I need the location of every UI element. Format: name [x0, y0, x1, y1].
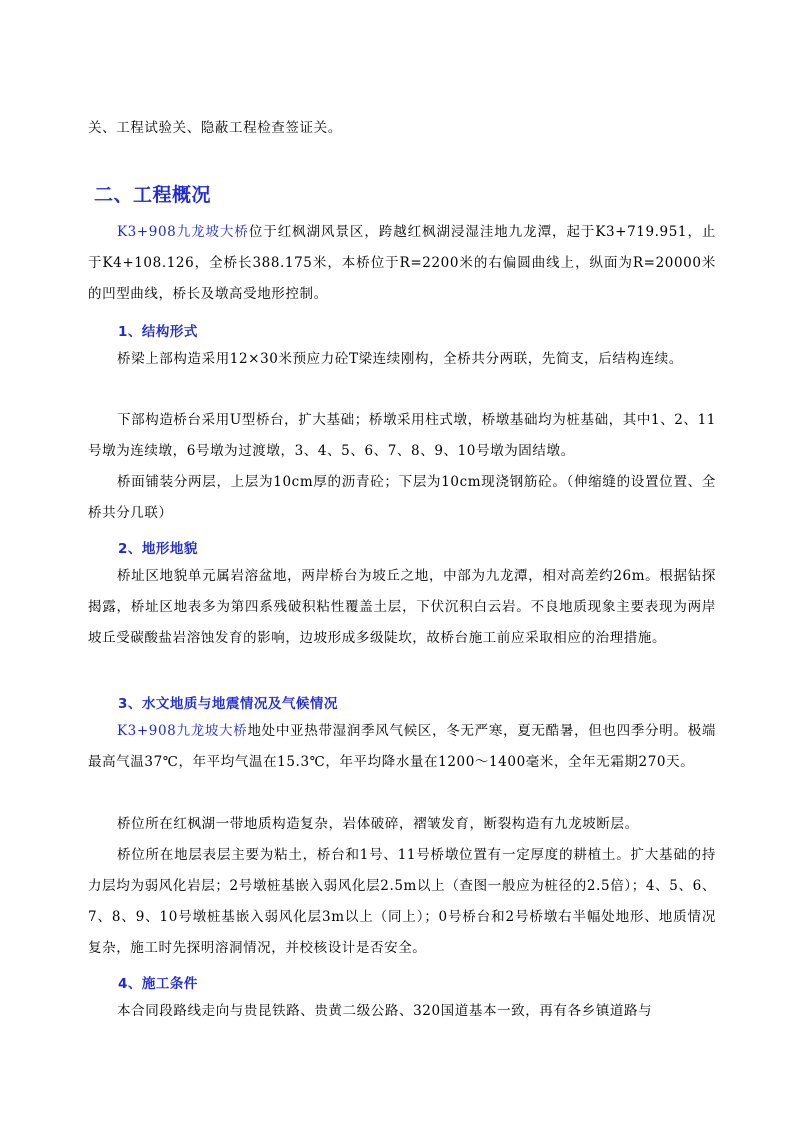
bridge-name: K3+908九龙坡大桥 [117, 224, 249, 240]
structure-paragraph-2: 下部构造桥台采用U型桥台，扩大基础；桥墩采用柱式墩，桥墩基础均为桩基础，其中1、2、11号墩为连续墩，6号墩为过渡墩，3、4、5、6、7、8、9、10号墩为固结墩。 [88, 412, 716, 459]
intro-tail-paragraph: 关、工程试验关、隐蔽工程检查签证关。 [88, 120, 342, 136]
subsection-title-hydrology: 3、水文地质与地震情况及气候情况 [118, 696, 338, 712]
terrain-paragraph: 桥址区地貌单元属岩溶盆地，两岸桥台为坡丘之地，中部为九龙潭，相对高差约26m。根据钻探揭露，桥址区地表多为第四系残破积粘性覆盖土层，下伏沉积白云岩。不良地质现象主要表现为两岸坡丘受碳酸盐岩溶蚀发育的影响，边坡形成多级陡坎，故桥台施工前应采取相应的治理措施。 [88, 568, 716, 646]
overview-text: 位于红枫湖风景区，跨越红枫湖浸湿洼地九龙潭，起于K3+719.951，止于K4+108.126，全桥长388.175米，本桥位于R=2200米的右偏圆曲线上，纵面为R=20000米的凹型曲线，桥长及墩高受地形控制。 [88, 224, 716, 302]
subsection-title-structure: 1、结构形式 [118, 324, 198, 340]
subsection-title-terrain: 2、地形地貌 [118, 541, 198, 557]
bridge-name: K3+908九龙坡大桥 [117, 723, 248, 739]
overview-paragraph [88, 217, 716, 310]
hydrology-paragraph-1 [88, 716, 716, 778]
section-title: 二、工程概况 [94, 184, 212, 206]
structure-paragraph-3: 桥面铺装分两层，上层为10cm厚的沥青砼；下层为10cm现浇钢筋砼。（伸缩缝的设置位置、全桥共分几联） [88, 474, 716, 521]
hydrology-paragraph-2: 桥位所在红枫湖一带地质构造复杂，岩体破碎，褶皱发育，断裂构造有九龙坡断层。 [117, 816, 639, 832]
climate-text: 地处中亚热带湿润季风气候区，冬无严寒，夏无酷暑，但也四季分明。极端最高气温37℃，年平均气温在15.3℃，年平均降水量在1200～1400毫米，全年无霜期270天。 [88, 723, 716, 770]
conditions-paragraph: 本合同段路线走向与贵昆铁路、贵黄二级公路、320国道基本一致，再有各乡镇道路与 [117, 1003, 653, 1019]
subsection-title-conditions: 4、施工条件 [118, 976, 198, 992]
structure-paragraph-1: 桥梁上部构造采用12×30米预应力砼T梁连续刚构，全桥共分两联，先简支，后结构连续。 [117, 351, 683, 367]
hydrology-paragraph-3: 桥位所在地层表层主要为粘土，桥台和1号、11号桥墩位置有一定厚度的耕植土。扩大基础的持力层均为弱风化岩层；2号墩桩基嵌入弱风化层2.5m以上（查图一般应为桩径的2.5倍）；4、5、6、7、8、9、10号墩桩基嵌入弱风化层3m以上（同上）；0号桥台和2号桥墩右半幅处地形、地质情况复杂，施工时先探明溶洞情况，并校核设计是否安全。 [88, 847, 716, 956]
